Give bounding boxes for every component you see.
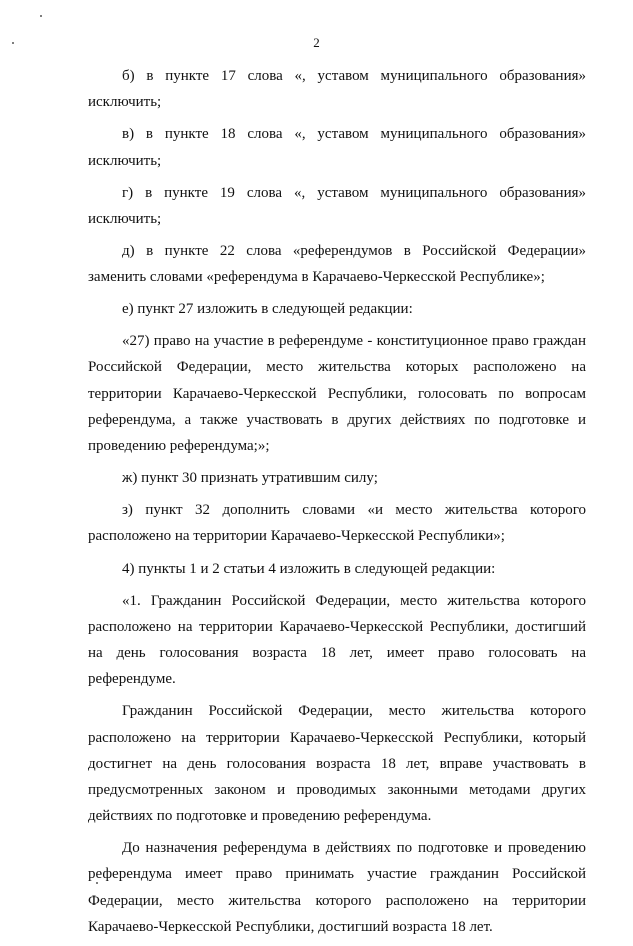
paragraph: ж) пункт 30 признать утратившим силу;	[122, 470, 378, 487]
document-body	[88, 63, 586, 946]
paragraph: з) пункт 32 дополнить словами «и место жительства которого расположено на территории Карачаево-Черкесской Республики»;	[88, 502, 586, 545]
scan-speck	[96, 882, 98, 884]
paragraph: 4) пункты 1 и 2 статьи 4 изложить в следующей редакции:	[122, 560, 496, 577]
paragraph: Гражданин Российской Федерации, место жительства которого расположено на территории Карачаево-Черкесской Республики, который достигнет на день голосования возраста 18 лет, вправе участвовать в предусмотренных законом и проводимых законными методами других действиях по подготовке и проведению референдума.	[88, 703, 586, 825]
paragraph: «27) право на участие в референдуме - конституционное право граждан Российской Федерации, место жительства которых расположено на территории Карачаево-Черкесской Республики, голосовать по вопросам референдума, а также участвовать в других действиях по подготовке и проведению референдума;»;	[88, 333, 586, 455]
paragraph: в) в пункте 18 слова «, уставом муниципального образования» исключить;	[88, 126, 586, 169]
page-number: 2	[313, 35, 320, 50]
paragraph: До назначения референдума в действиях по подготовке и проведению референдума имеет право принимать участие гражданин Российской Федерации, место жительства которого расположено на территории Карачаево-Черкесской Республики, достигший возраста 18 лет.	[88, 840, 586, 935]
paragraph: «1. Гражданин Российской Федерации, место жительства которого расположено на территории Карачаево-Черкесской Республики, достигший на день голосования возраста 18 лет, имеет право голосовать на референдуме.	[88, 592, 586, 688]
paragraph: д) в пункте 22 слова «референдумов в Российской Федерации» заменить словами «референдума в Карачаево-Черкесской Республике»;	[88, 242, 586, 286]
scan-speck	[40, 15, 42, 17]
paragraph: е) пункт 27 изложить в следующей редакции:	[122, 301, 413, 318]
paragraph: г) в пункте 19 слова «, уставом муниципального образования» исключить;	[88, 184, 586, 227]
paragraph: б) в пункте 17 слова «, уставом муниципального образования» исключить;	[88, 68, 586, 111]
